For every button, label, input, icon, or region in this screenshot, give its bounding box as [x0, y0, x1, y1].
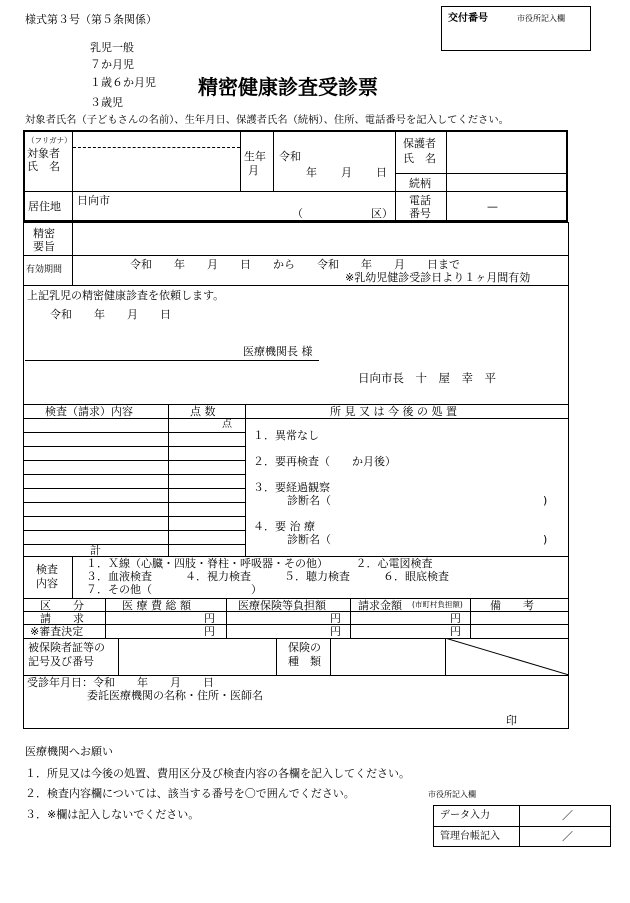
address-ward: 区）: [371, 207, 393, 220]
dob-label-2: 月: [248, 164, 259, 177]
insurance-cert-label-2: 記号及び番号: [28, 655, 94, 668]
billing-row-review: ※審査決定: [30, 625, 84, 638]
dob-year: 年: [306, 166, 317, 179]
finding-1[interactable]: １．異常なし: [253, 429, 319, 442]
finding-3-close: ): [543, 494, 548, 507]
category-infant: 乳児一般: [90, 41, 134, 54]
phone-label-2: 番号: [409, 207, 431, 220]
notes-title: 医療機関へお願い: [25, 745, 113, 758]
dob-day: 日: [376, 166, 387, 179]
billing-yen: 円: [450, 612, 461, 625]
guardian-name-label: 保護者: [403, 137, 436, 150]
guardian-name-label-2: 氏 名: [403, 152, 436, 165]
exam-col-findings: 所 見 又 は 今 後 の 処 置: [330, 405, 457, 418]
exam-items-label: 検査: [36, 563, 58, 576]
billing-col-total: 医 療 費 総 額: [122, 599, 191, 612]
insurance-cert-field[interactable]: [120, 640, 274, 673]
finding-3[interactable]: ３．要経過観察: [253, 481, 330, 494]
purpose-field[interactable]: [74, 224, 567, 254]
billing-yen: 円: [204, 612, 215, 625]
issue-number-box: [441, 6, 591, 51]
child-name-label: 対象者: [27, 147, 60, 160]
addressee-underline: [25, 360, 319, 361]
exam-items-label-2: 内容: [36, 577, 58, 590]
billing-claim-field[interactable]: [352, 612, 468, 623]
insurance-type-label-2: 種 類: [288, 655, 321, 668]
validity-note: ※乳幼児健診受診日より１ヶ月間有効: [345, 271, 531, 284]
office-slash[interactable]: ／: [562, 809, 573, 822]
issue-number-note: 市役所記入欄: [517, 14, 565, 23]
furigana-label: （フリガナ）: [27, 136, 72, 145]
address-paren: （: [292, 207, 303, 220]
billing-yen: 円: [330, 612, 341, 625]
furigana-divider: [73, 147, 240, 148]
billing-col-claim: 請求金額: [358, 599, 402, 612]
phone-field[interactable]: [448, 193, 566, 220]
points-unit: 点: [222, 419, 232, 430]
note-1: １．所見又は今後の処置、費用区分及び検査内容の各欄を記入してください。: [25, 767, 410, 780]
office-slash[interactable]: ／: [562, 830, 573, 843]
insurance-cert-label: 被保険者証等の: [28, 641, 105, 654]
form-label: 様式第３号（第５条関係）: [25, 13, 157, 26]
billing-total-field[interactable]: [107, 612, 224, 623]
dob-label: 生年: [244, 150, 266, 163]
billing-col-claim-sub: (市町村負担額): [412, 600, 463, 609]
purpose-label: 精密: [33, 227, 55, 240]
exam-items-row1[interactable]: １．Ｘ線（心臓・四肢・脊柱・呼吸器・その他） ２．心電図検査: [86, 557, 433, 570]
billing-row-claim: 請 求: [40, 612, 84, 625]
phone-label: 電話: [409, 194, 431, 207]
billing-col-insurance: 医療保険等負担額: [238, 599, 326, 612]
exam-total: 計: [90, 544, 101, 557]
finding-2[interactable]: ２．要再検査（ か月後）: [253, 455, 396, 468]
dob-month: 月: [341, 166, 352, 179]
exam-content-field[interactable]: [25, 420, 167, 543]
address-field[interactable]: [74, 193, 394, 220]
office-data-entry: データ入力: [440, 810, 490, 821]
dob-field[interactable]: [275, 133, 393, 189]
insurance-type-label: 保険の: [288, 641, 321, 654]
child-name-label-2: 氏 名: [27, 160, 60, 173]
address-label: 居住地: [28, 200, 61, 213]
office-note: 市役所記入欄: [428, 790, 476, 799]
exam-items-row3[interactable]: ７．その他（ ）: [86, 583, 262, 596]
address-city: 日向市: [77, 194, 110, 207]
visit-date: 受診年月日：令和 年 月 日: [27, 676, 214, 689]
billing-col-remarks: 備 考: [490, 599, 534, 612]
purpose-label-2: 要旨: [33, 240, 55, 253]
finding-4-close: ): [543, 533, 548, 546]
request-date: 令和 年 月 日: [50, 308, 171, 321]
exam-col-content: 検査（請求）内容: [45, 405, 133, 418]
relationship-label: 続柄: [409, 177, 431, 190]
mayor-name: 日向市長 十 屋 幸 平: [358, 371, 496, 385]
category-7month: ７か月児: [90, 58, 134, 71]
note-3: ３．※欄は記入しないでください。: [25, 808, 200, 821]
institution-label: 委託医療機関の名称・住所・医師名: [87, 689, 263, 702]
page-title: 精密健康診査受診票: [198, 75, 378, 99]
finding-4[interactable]: ４．要 治 療: [253, 520, 315, 533]
billing-yen: 円: [450, 625, 461, 638]
issue-number-label: 交付番号: [448, 13, 488, 24]
office-ledger: 管理台帳記入: [440, 831, 500, 842]
validity-range: 令和 年 月 日 から 令和 年 月 日まで: [130, 258, 460, 271]
billing-col-category: 区 分: [40, 599, 84, 612]
exam-col-points: 点 数: [190, 405, 216, 418]
billing-insurance-field[interactable]: [228, 612, 348, 623]
note-2: ２．検査内容欄については、該当する番号を〇で囲んでください。: [25, 787, 355, 800]
relationship-field[interactable]: [448, 175, 566, 190]
category-3year: ３歳児: [90, 96, 123, 109]
finding-3-diagnosis: 診断名（: [287, 494, 331, 507]
dob-era: 令和: [279, 150, 301, 163]
billing-remarks-field[interactable]: [472, 612, 567, 623]
instruction-text: 対象者氏名（子どもさんの名前）、生年月日、保護者氏名（続柄）、住所、電話番号を記入してください。: [25, 114, 509, 126]
finding-4-diagnosis: 診断名（: [287, 533, 331, 546]
validity-label: 有効期間: [26, 265, 63, 275]
child-name-field[interactable]: [74, 150, 239, 188]
institution-field[interactable]: [85, 703, 525, 725]
billing-yen: 円: [204, 625, 215, 638]
seal-mark: 印: [506, 714, 517, 727]
category-18month: １歳６か月児: [90, 76, 156, 89]
exam-points-field[interactable]: [170, 432, 244, 554]
exam-items-row2[interactable]: ３．血液検査 ４．視力検査 ５．聴力検査 ６．眼底検査: [86, 570, 449, 583]
diagonal-strike: [445, 638, 569, 675]
phone-dash: —: [487, 200, 498, 213]
insurance-type-field[interactable]: [332, 640, 443, 673]
addressee: 医療機関長 様: [243, 345, 313, 358]
guardian-name-field[interactable]: [448, 133, 566, 171]
billing-yen: 円: [330, 625, 341, 638]
request-text: 上記乳児の精密健康診査を依頼します。: [27, 289, 225, 302]
